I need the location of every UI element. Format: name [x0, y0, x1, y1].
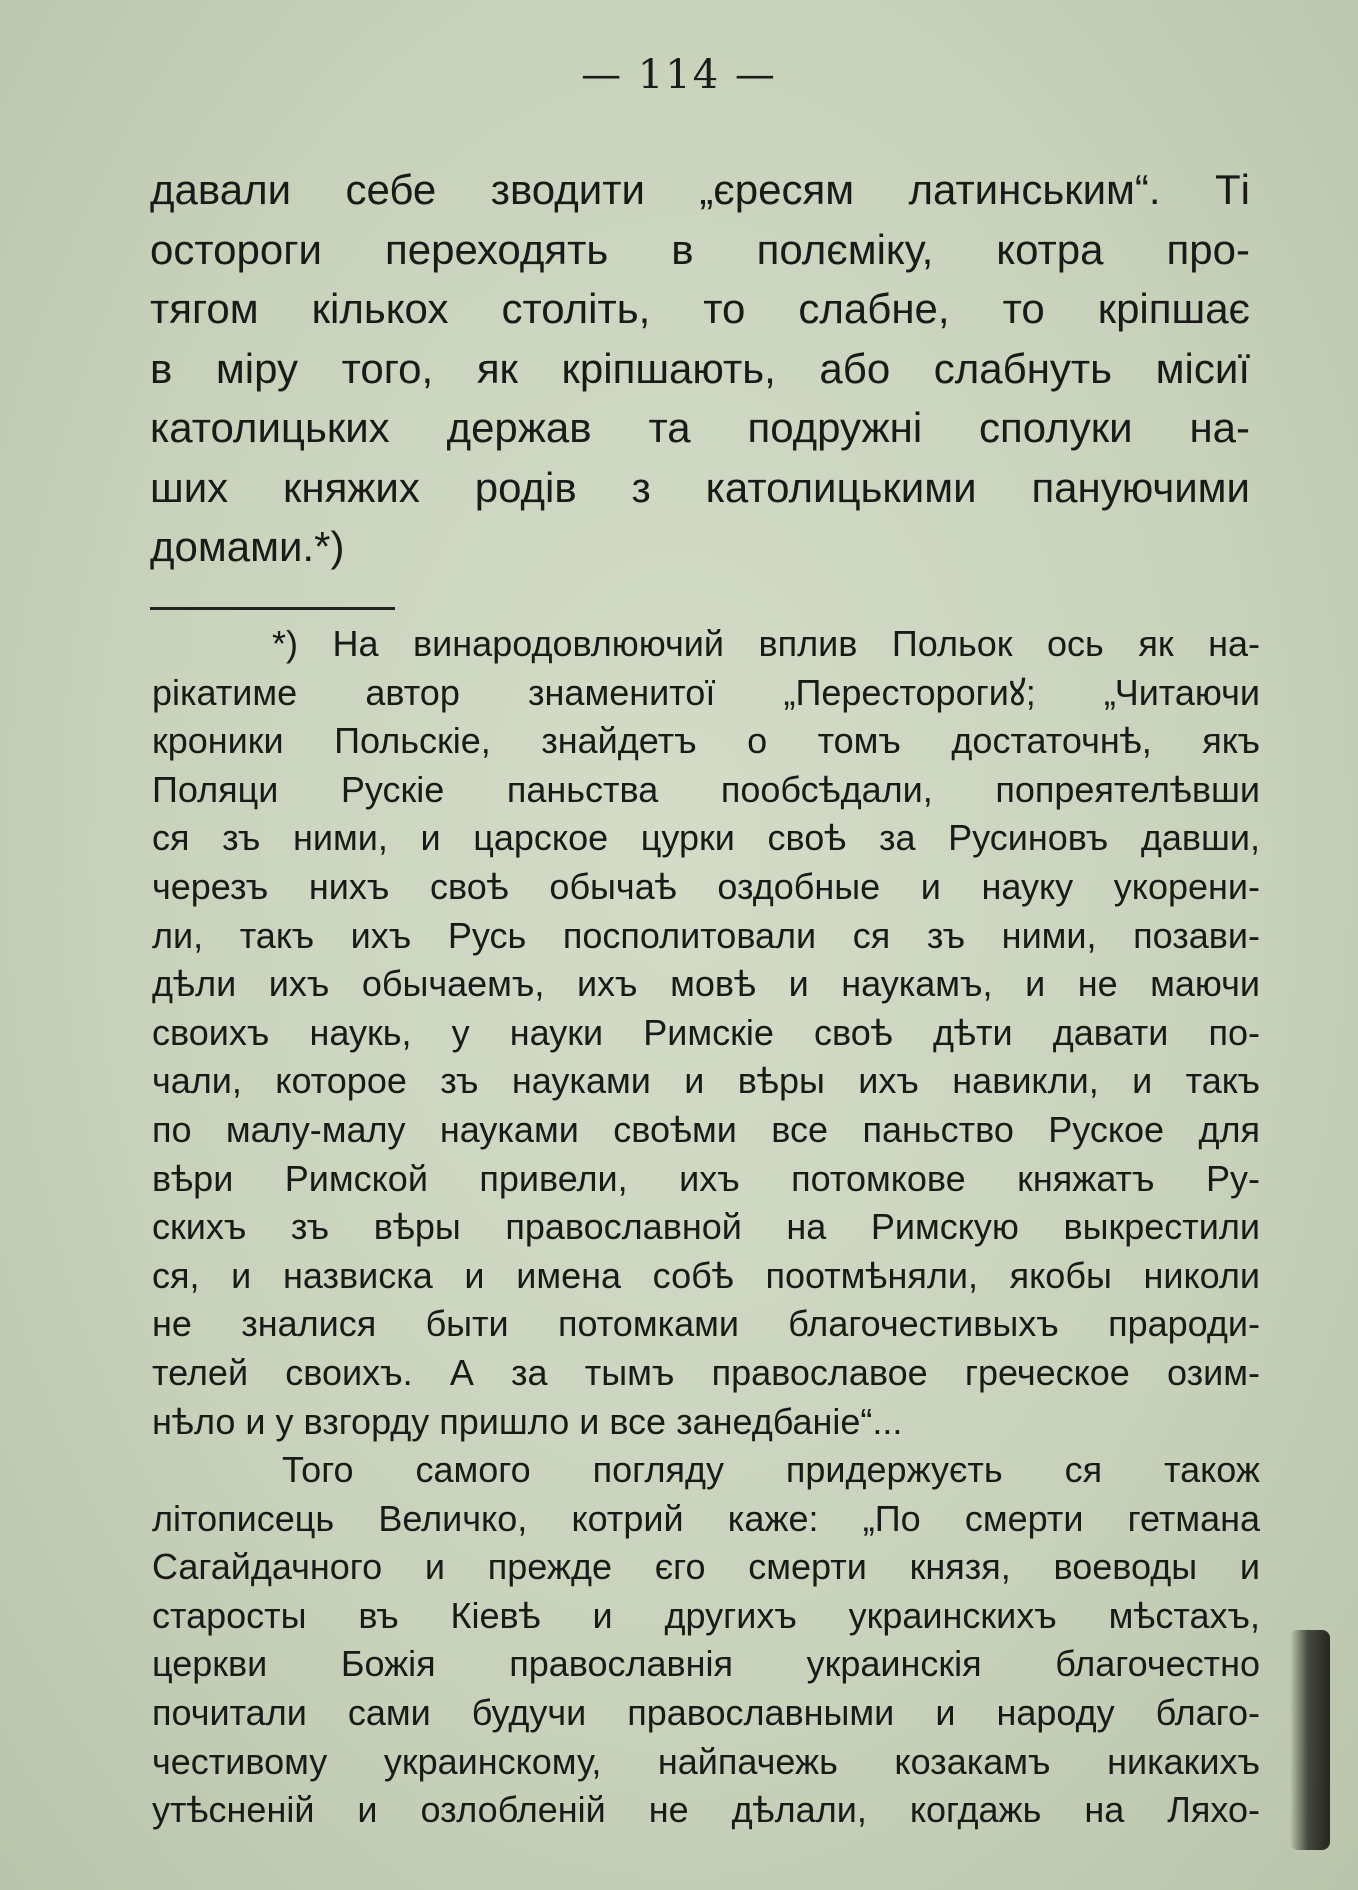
footnote-line: церкви Божія православнія украинскія благочестно	[152, 1643, 1260, 1685]
footnote-line: рікатиме автор знаменитої „Пересторогиꙋ; „Читаючи	[152, 671, 1260, 713]
footnote-line: Сагайдачного и прежде єго смерти князя, воеводы и	[152, 1546, 1260, 1588]
footnote-line: почитали сами будучи православными и народу благо-	[152, 1692, 1260, 1734]
footnote-line: літописець Величко, котрий каже: „По смерти гетмана	[152, 1497, 1260, 1539]
page-number: — 114 —	[581, 52, 777, 98]
footnote-line: нѣло и у взгорду пришло и все занедбаніе“...	[152, 1400, 903, 1442]
text-line: домами.*)	[150, 523, 345, 570]
footnote-line: дѣли ихъ обычаемъ, ихъ мовѣ и наукамъ, и не маючи	[152, 963, 1260, 1005]
text-line: ших княжих родів з католицькими пануючими	[150, 463, 1250, 511]
footnote-line: честивому украинскому, найпачежь козакамъ никакихъ	[152, 1740, 1260, 1782]
text-line: остороги переходять в полєміку, котра про-	[150, 225, 1250, 273]
text-line: католицьких держав та подружні сполуки на-	[150, 404, 1250, 451]
footnote-line: вѣри Римской привели, ихъ потомкове княжатъ Ру-	[152, 1157, 1260, 1199]
footnote-line: Поляци Рускіе паньства пообсѣдали, попреятелѣвши	[152, 768, 1260, 810]
text-line: в міру того, як кріпшають, або слабнуть місиї	[150, 344, 1250, 392]
main-paragraph	[150, 160, 1250, 577]
footnote-line: ли, такъ ихъ Русь посполитовали ся зъ ними, позави-	[152, 914, 1260, 956]
footnote-divider	[150, 607, 395, 610]
page-edge-shadow	[1290, 1630, 1330, 1850]
text-line: давали себе зводити „єресям латинським“. Ті	[150, 166, 1250, 213]
text-line: тягом кількох століть, то слабне, то кріпшає	[150, 285, 1250, 332]
footnote-line: по малу-малу науками своѣми все паньство Руское для	[152, 1108, 1260, 1150]
footnote-line: черезъ нихъ своѣ обычаѣ оздобные и науку укорени-	[152, 865, 1260, 907]
footnote-line: ся зъ ними, и царское цурки своѣ за Русиновъ давши,	[152, 817, 1260, 859]
footnote-line: своихъ наукь, у науки Римскіе своѣ дѣти давати по-	[152, 1011, 1260, 1053]
footnote-line: не зналися быти потомками благочестивыхъ прароди-	[152, 1303, 1260, 1345]
footnote-line: старосты въ Кіевѣ и другихъ украинскихъ мѣстахъ,	[152, 1594, 1260, 1636]
footnote-line: утѣсненій и озлобленій не дѣлали, когдажь на Ляхо-	[152, 1789, 1260, 1831]
footnote-line: ся, и назвиска и имена собѣ поотмѣняли, якобы николи	[152, 1254, 1260, 1296]
footnote-line: скихъ зъ вѣры православной на Римскую выкрестили	[152, 1206, 1260, 1248]
footnote-line: *) На винародовлюючий вплив Польок ось як на-	[272, 623, 1260, 664]
footnote-line: телей своихъ. А за тымъ православое греческое озим-	[152, 1351, 1260, 1393]
footnote	[152, 620, 1260, 1835]
footnote-line: Того самого погляду придержуєть ся також	[282, 1449, 1260, 1491]
footnote-line: кроники Польскіе, знайдетъ о томъ достаточнѣ, якъ	[152, 720, 1260, 762]
footnote-line: чали, которое зъ науками и вѣры ихъ навикли, и такъ	[152, 1060, 1260, 1102]
